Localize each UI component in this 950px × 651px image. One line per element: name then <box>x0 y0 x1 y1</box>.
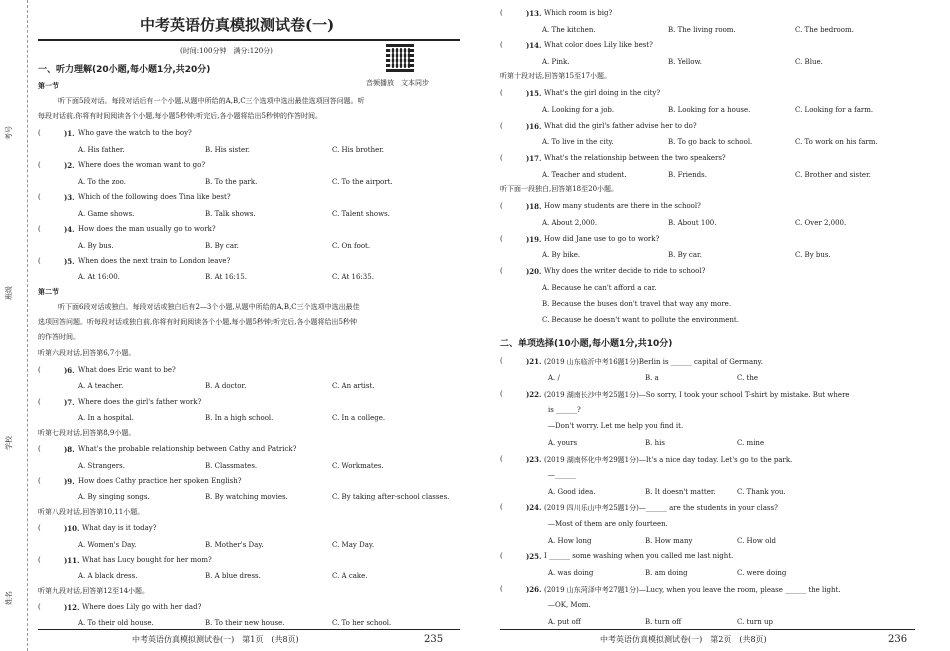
option-b: B. By car. <box>668 251 702 259</box>
answer-bracket[interactable]: ( <box>500 267 503 275</box>
question-25 <box>500 552 920 562</box>
question-20 <box>500 267 920 277</box>
option-a: A. To live in the city. <box>542 138 614 146</box>
question-5 <box>38 257 458 267</box>
question-8 <box>38 445 458 455</box>
question-text: What's the relationship between the two speakers? <box>544 154 726 162</box>
question-number: )18. <box>526 202 542 211</box>
option-a: A. By singing songs. <box>78 493 150 501</box>
question-15 <box>500 89 920 99</box>
option-c: C. were doing <box>737 569 787 577</box>
binding-line <box>27 0 28 651</box>
option-c: C. Talent shows. <box>332 210 390 218</box>
dialogue-instruction: 听第八段对话,回答第10,11小题。 <box>38 508 145 516</box>
question-number: )21. <box>526 357 542 366</box>
dialogue-instruction: 听第九段对话,回答第12至14小题。 <box>38 587 150 595</box>
option-b: B. A blue dress. <box>205 572 261 580</box>
option-a: A. put off <box>548 618 581 626</box>
option-a: A. About 2,000. <box>542 219 598 227</box>
answer-bracket[interactable]: ( <box>38 477 41 485</box>
answer-bracket[interactable]: ( <box>500 202 503 210</box>
option-b: B. turn off <box>645 618 682 626</box>
question-23 <box>500 455 920 465</box>
question-number: )25. <box>526 552 542 561</box>
question-4 <box>38 225 458 235</box>
question-3 <box>38 193 458 203</box>
question-text-continued: —Don't worry. Let me help you find it. <box>548 422 684 430</box>
question-text: Where does the girl's father work? <box>78 398 202 406</box>
exam-meta: (时间:100分钟 满分:120分) <box>180 47 273 55</box>
question-number: )14. <box>526 41 542 50</box>
option-b: B. To the park. <box>205 178 258 186</box>
option-c: C. Looking for a farm. <box>795 106 874 114</box>
question-number: )1. <box>64 129 75 138</box>
option-a: A. Game shows. <box>78 210 135 218</box>
answer-bracket[interactable]: ( <box>38 225 41 233</box>
question-text: How does Cathy practice her spoken English? <box>78 477 242 485</box>
answer-bracket[interactable]: ( <box>500 455 503 463</box>
question-text: How did Jane use to go to work? <box>544 235 660 243</box>
question-number: )23. <box>526 455 542 464</box>
answer-bracket[interactable]: ( <box>38 603 41 611</box>
option-a: A. Women's Day. <box>78 541 137 549</box>
question-number: )6. <box>64 366 75 375</box>
question-9 <box>38 477 458 487</box>
dialogue-instruction: 听下面一段独白,回答第18至20小题。 <box>500 185 619 193</box>
option-b: B. By car. <box>205 242 239 250</box>
instruction-line: 每段对话前,你将有时间阅读各个小题,每小题5秒钟;听完后,各小题将给出5秒钟的作答时间。 <box>38 112 322 120</box>
option-c: C. How old <box>737 537 777 545</box>
option-b: B. Friends. <box>668 171 707 179</box>
question-text-continued: —OK, Mom. <box>548 601 591 609</box>
question-number: )7. <box>64 398 75 407</box>
option-a: A. Good idea. <box>548 488 596 496</box>
question-text: What's the girl doing in the city? <box>544 89 661 97</box>
option-c: C. In a college. <box>332 414 386 422</box>
instruction-line: 的作答时间。 <box>38 333 80 341</box>
question-21 <box>500 357 920 367</box>
answer-bracket[interactable]: ( <box>38 193 41 201</box>
option-c: C. To the airport. <box>332 178 393 186</box>
option-c: C. turn up <box>737 618 773 626</box>
question-text: Who gave the watch to the boy? <box>78 129 192 137</box>
option-b: B. A doctor. <box>205 382 247 390</box>
option-a: A. How long <box>548 537 592 545</box>
sidebar-label-school: 学校 <box>5 436 13 450</box>
option-c: C. Because he doesn't want to pollute the environment. <box>542 316 739 324</box>
question-text: What color does Lily like best? <box>544 41 653 49</box>
question-text: What does Eric want to be? <box>78 366 176 374</box>
option-a: A. A black dress. <box>78 572 138 580</box>
option-b: B. It doesn't matter. <box>645 488 716 496</box>
question-6 <box>38 366 458 376</box>
question-number: )16. <box>526 122 542 131</box>
question-7 <box>38 398 458 408</box>
question-number: )26. <box>526 585 542 594</box>
question-text: (2019 湖南长沙中考25题1分)—So sorry, I took your school T-shirt by mistake. But where <box>544 391 850 399</box>
instruction-line: 选项回答问题。听每段对话或独白前,你将有时间阅读各个小题,每小题5秒钟;听完后,各小题将给出5秒钟 <box>38 318 357 326</box>
question-text: Where does the woman want to go? <box>78 161 206 169</box>
option-a: A. Because he can't afford a car. <box>542 284 657 292</box>
question-text-continued: is ______? <box>548 406 581 414</box>
question-text-continued: —______ <box>548 471 576 479</box>
option-b: B. Talk shows. <box>205 210 256 218</box>
option-b: B. By watching movies. <box>205 493 288 501</box>
question-number: )20. <box>526 267 542 276</box>
option-b: B. How many <box>645 537 693 545</box>
answer-bracket[interactable]: ( <box>500 154 503 162</box>
question-text: What has Lucy bought for her mom? <box>82 556 212 564</box>
option-a: A. A teacher. <box>78 382 124 390</box>
option-c: C. At 16:35. <box>332 273 374 281</box>
option-c: C. To work on his farm. <box>795 138 878 146</box>
option-b: B. a <box>645 374 659 382</box>
option-a: A. / <box>548 374 560 382</box>
option-a: A. Looking for a job. <box>542 106 615 114</box>
option-a: A. At 16:00. <box>78 273 120 281</box>
option-c: C. Over 2,000. <box>795 219 847 227</box>
answer-bracket[interactable]: ( <box>38 366 41 374</box>
answer-bracket[interactable]: ( <box>38 524 41 532</box>
question-text: What did the girl's father advise her to do? <box>544 122 697 130</box>
question-text: How does the man usually go to work? <box>78 225 216 233</box>
option-a: A. To the zoo. <box>78 178 126 186</box>
option-c: C. A cake. <box>332 572 368 580</box>
question-number: )3. <box>64 193 75 202</box>
question-18 <box>500 202 920 212</box>
option-a: A. By bike. <box>542 251 581 259</box>
option-a: A. yours <box>548 439 578 447</box>
option-b: B. Looking for a house. <box>668 106 751 114</box>
option-c: C. Thank you. <box>737 488 786 496</box>
page-number: 235 <box>424 634 444 645</box>
dialogue-instruction: 听第七段对话,回答第8,9小题。 <box>38 429 136 437</box>
question-text: Which of the following does Tina like best? <box>78 193 231 201</box>
answer-bracket[interactable]: ( <box>38 257 41 265</box>
answer-bracket[interactable]: ( <box>500 89 503 97</box>
section-heading-grammar: 二、单项选择(10小题,每小题1分,共10分) <box>500 339 673 349</box>
option-c: C. An artist. <box>332 382 375 390</box>
option-b: B. his <box>645 439 665 447</box>
question-2 <box>38 161 458 171</box>
option-b: B. At 16:15. <box>205 273 247 281</box>
option-c: C. May Day. <box>332 541 375 549</box>
option-a: A. The kitchen. <box>542 26 596 34</box>
option-b: B. Classmates. <box>205 462 258 470</box>
question-number: )2. <box>64 161 75 170</box>
qr-caption: 音频播放 文本同步 <box>366 79 429 87</box>
instruction-line: 听下面6段对话或独白。每段对话或独白后有2—3个小题,从题中所给的A,B,C三个选项中选出最佳 <box>58 303 360 311</box>
option-c: C. By taking after-school classes. <box>332 493 450 501</box>
page-title: 中考英语仿真模拟测试卷(一) <box>140 16 335 34</box>
option-a: A. By bus. <box>78 242 114 250</box>
question-26 <box>500 585 920 595</box>
question-13 <box>500 9 920 19</box>
question-14 <box>500 41 920 51</box>
option-a: A. Strangers. <box>78 462 125 470</box>
option-a: A. was doing <box>548 569 594 577</box>
question-text: What's the probable relationship between Cathy and Patrick? <box>78 445 297 453</box>
option-a: A. Pink. <box>542 58 570 66</box>
answer-bracket[interactable]: ( <box>500 503 503 511</box>
question-text: (2019 山东临沂中考16题1分)Berlin is ______ capital of Germany. <box>544 358 763 366</box>
question-number: )22. <box>526 390 542 399</box>
question-number: )10. <box>64 524 80 533</box>
option-c: C. By bus. <box>795 251 831 259</box>
option-b: B. To go back to school. <box>668 138 753 146</box>
question-number: )15. <box>526 89 542 98</box>
sidebar-label-class: 班级 <box>5 286 13 300</box>
qr-code[interactable] <box>386 44 414 72</box>
option-c: C. His brother. <box>332 146 385 154</box>
question-number: )5. <box>64 257 75 266</box>
question-1 <box>38 129 458 139</box>
question-text: What day is it today? <box>82 524 157 532</box>
answer-bracket[interactable]: ( <box>500 390 503 398</box>
answer-bracket[interactable]: ( <box>500 585 503 593</box>
sidebar-label-exam-number: 考号 <box>5 126 13 140</box>
option-c: C. Blue. <box>795 58 823 66</box>
dialogue-instruction: 听第六段对话,回答第6,7小题。 <box>38 349 136 357</box>
page-footer: 中考英语仿真模拟测试卷(一) 第2页 (共8页) <box>600 635 767 644</box>
question-number: )17. <box>526 154 542 163</box>
question-text: Why does the writer decide to ride to school? <box>544 267 706 275</box>
answer-bracket[interactable]: ( <box>500 41 503 49</box>
question-number: )9. <box>64 477 75 486</box>
question-text: When does the next train to London leave? <box>78 257 231 265</box>
option-c: C. mine <box>737 439 765 447</box>
option-b: B. The living room. <box>668 26 736 34</box>
option-b: B. Mother's Day. <box>205 541 264 549</box>
question-text: I ______ some washing when you called me last night. <box>544 552 734 560</box>
option-b: B. am doing <box>645 569 688 577</box>
question-text-continued: —Most of them are only fourteen. <box>548 520 668 528</box>
answer-bracket[interactable]: ( <box>500 552 503 560</box>
answer-bracket[interactable]: ( <box>38 445 41 453</box>
question-text: (2019 湖南怀化中考29题1分)—It's a nice day today. Let's go to the park. <box>544 456 793 464</box>
question-text: Where does Lily go with her dad? <box>82 603 202 611</box>
option-c: C. the <box>737 374 759 382</box>
question-text: Which room is big? <box>544 9 613 17</box>
question-19 <box>500 235 920 245</box>
question-number: )11. <box>64 556 80 565</box>
question-number: )13. <box>526 9 542 18</box>
question-22 <box>500 390 920 400</box>
sidebar-label-name: 姓名 <box>5 591 13 605</box>
dialogue-instruction: 听第十段对话,回答第15至17小题。 <box>500 72 612 80</box>
option-c: C. To her school. <box>332 619 392 627</box>
footer-rule <box>38 629 460 630</box>
option-c: C. The bedroom. <box>795 26 854 34</box>
question-text: How many students are there in the school? <box>544 202 701 210</box>
answer-bracket[interactable]: ( <box>38 556 41 564</box>
question-17 <box>500 154 920 164</box>
question-number: )12. <box>64 603 80 612</box>
part-heading-2: 第二节 <box>38 288 59 296</box>
question-10 <box>38 524 458 534</box>
option-c: C. Workmates. <box>332 462 384 470</box>
part-heading-1: 第一节 <box>38 82 59 90</box>
option-c: C. On foot. <box>332 242 371 250</box>
question-11 <box>38 556 458 566</box>
instruction-line: 听下面5段对话。每段对话后有一个小题,从题中所给的A,B,C三个选项中选出最佳选项回答问题。听 <box>58 97 365 105</box>
title-rule <box>38 39 460 41</box>
question-text: (2019 四川乐山中考25题1分)—______ are the students in your class? <box>544 504 778 512</box>
option-b: B. About 100. <box>668 219 717 227</box>
page-number: 236 <box>888 634 908 645</box>
question-text: (2019 山东菏泽中考27题1分)—Lucy, when you leave the room, please ______ the light. <box>544 586 841 594</box>
option-a: A. In a hospital. <box>78 414 134 422</box>
answer-bracket[interactable]: ( <box>500 122 503 130</box>
option-c: C. Brother and sister. <box>795 171 871 179</box>
answer-bracket[interactable]: ( <box>38 129 41 137</box>
option-b: B. His sister. <box>205 146 250 154</box>
answer-bracket[interactable]: ( <box>500 235 503 243</box>
footer-rule <box>500 629 915 630</box>
question-number: )19. <box>526 235 542 244</box>
option-a: A. To their old house. <box>78 619 154 627</box>
section-heading-listening: 一、听力理解(20小题,每小题1分,共20分) <box>38 65 211 75</box>
question-16 <box>500 122 920 132</box>
option-a: A. Teacher and student. <box>542 171 627 179</box>
option-a: A. His father. <box>78 146 125 154</box>
answer-bracket[interactable]: ( <box>38 161 41 169</box>
answer-bracket[interactable]: ( <box>500 357 503 365</box>
option-b: B. Because the buses don't travel that way any more. <box>542 300 732 308</box>
answer-bracket[interactable]: ( <box>38 398 41 406</box>
question-12 <box>38 603 458 613</box>
option-b: B. To their new house. <box>205 619 285 627</box>
question-number: )8. <box>64 445 75 454</box>
option-b: B. Yellow. <box>668 58 702 66</box>
option-b: B. In a high school. <box>205 414 274 422</box>
page-footer: 中考英语仿真模拟测试卷(一) 第1页 (共8页) <box>132 635 299 644</box>
answer-bracket[interactable]: ( <box>500 9 503 17</box>
question-number: )4. <box>64 225 75 234</box>
question-24 <box>500 503 920 513</box>
question-number: )24. <box>526 503 542 512</box>
